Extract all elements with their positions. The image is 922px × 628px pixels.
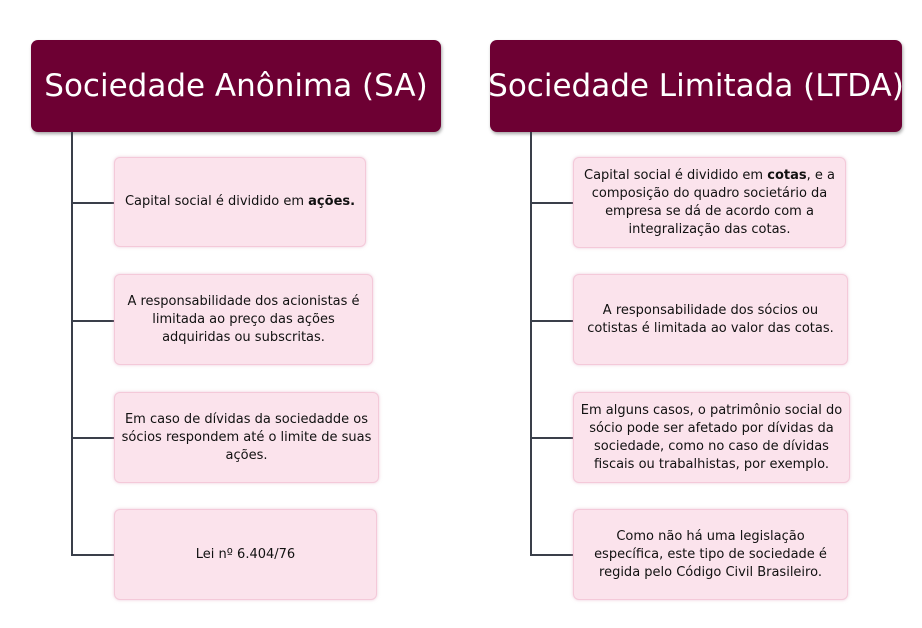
ltda-card-capital <box>573 157 846 248</box>
sa-title: Sociedade Anônima (SA) <box>44 68 428 104</box>
sa-connector-trunk <box>71 132 73 556</box>
ltda-card-responsibility <box>573 274 848 365</box>
ltda-header <box>490 40 902 132</box>
ltda-title: Sociedade Limitada (LTDA) <box>488 68 904 104</box>
ltda-card-legislation-text: Como não há uma legislação específica, este tipo de sociedade é regida pelo Código Civil Brasileiro. <box>594 528 827 580</box>
sa-card-responsibility <box>114 274 373 365</box>
sa-card-law-text: Lei nº 6.404/76 <box>195 546 296 562</box>
sa-header <box>31 40 441 132</box>
ltda-card-capital-text-rest: , e a composição do quadro societário da empresa se dá de acordo com a integralização das cotas. <box>591 167 835 237</box>
ltda-connector-branch-2 <box>530 320 573 322</box>
sa-card-capital <box>114 157 366 247</box>
sa-connector-branch-3 <box>71 437 114 439</box>
ltda-card-responsibility-text: A responsabilidade dos sócios ou cotistas é limitada ao valor das cotas. <box>587 302 834 336</box>
sa-connector-branch-2 <box>71 320 114 322</box>
ltda-connector-branch-1 <box>530 202 573 204</box>
ltda-card-patrimony-text: Em alguns casos, o patrimônio social do sócio pode ser afetado por dívidas da sociedade, como no caso de dívidas fiscais ou trabalhistas, por exemplo. <box>580 402 843 472</box>
ltda-card-patrimony <box>573 392 850 483</box>
ltda-connector-branch-4 <box>530 554 573 556</box>
sa-card-capital-text-part: Capital social é dividido em <box>124 194 309 209</box>
ltda-connector-trunk <box>530 132 532 556</box>
sa-card-debts <box>114 392 379 483</box>
sa-card-responsibility-text: A responsabilidade dos acionistas é limitada ao preço das ações adquiridas ou subscritas. <box>127 293 360 345</box>
sa-card-capital-text <box>125 193 355 211</box>
sa-card-law <box>114 509 377 600</box>
ltda-connector-branch-3 <box>530 437 573 439</box>
sa-card-capital-text-bold: ações. <box>308 194 356 209</box>
ltda-card-capital-text <box>580 167 839 239</box>
ltda-card-capital-text-bold: cotas <box>767 167 807 183</box>
sa-card-debts-text: Em caso de dívidas da sociedadde os sócios respondem até o limite de suas ações. <box>121 411 372 463</box>
ltda-card-legislation <box>573 509 848 600</box>
sa-connector-branch-1 <box>71 202 114 204</box>
sa-connector-branch-4 <box>71 554 114 556</box>
ltda-card-capital-text-part: Capital social é dividido em <box>584 167 768 183</box>
